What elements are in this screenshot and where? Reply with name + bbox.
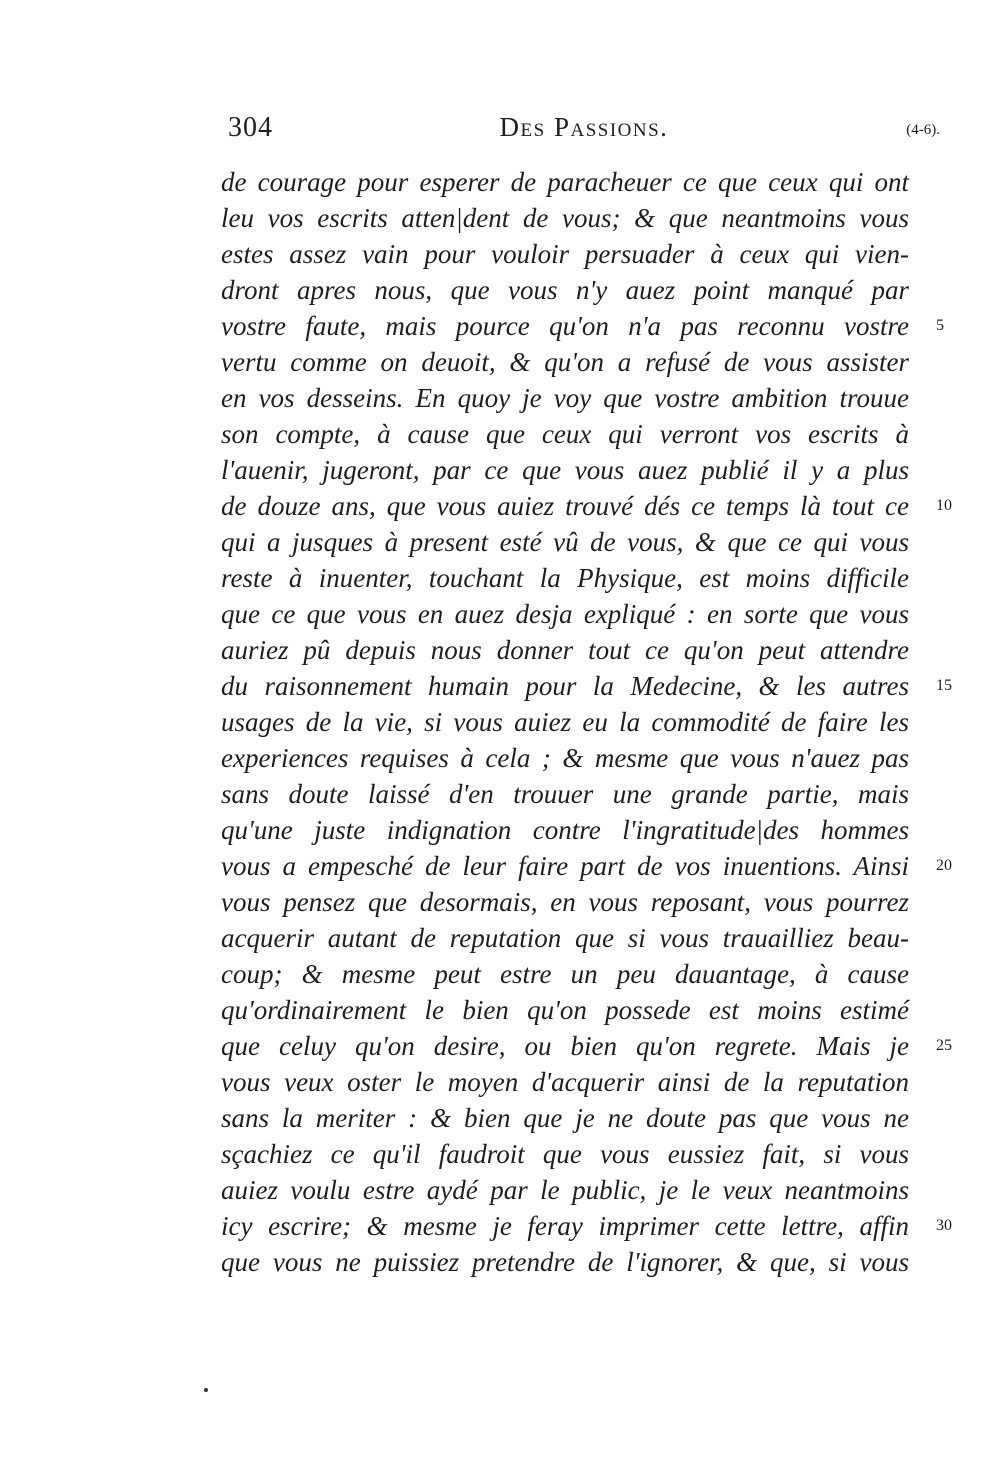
- text-line: qu'ordinairement le bien qu'on possede est moins estimé: [221, 995, 909, 1025]
- text-line: coup; & mesme peut estre un peu dauantage, à cause: [221, 959, 909, 989]
- text-line: usages de la vie, si vous auiez eu la commodité de faire les: [221, 707, 909, 737]
- text-line: de courage pour esperer de paracheuer ce que ceux qui ont: [221, 167, 909, 197]
- text-line: qui a jusques à present esté vû de vous, & que ce qui vous: [221, 527, 909, 557]
- text-line: estes assez vain pour vouloir persuader à ceux qui vien-: [221, 239, 909, 269]
- text-line: auiez voulu estre aydé par le public, je le veux neantmoins: [221, 1175, 909, 1205]
- text-line: auriez pû depuis nous donner tout ce qu'on peut attendre: [221, 635, 909, 665]
- text-line: sans doute laissé d'en trouuer une grande partie, mais: [221, 779, 909, 809]
- text-line: vous pensez que desormais, en vous reposant, vous pourrez: [221, 887, 909, 917]
- text-line: du raisonnement humain pour la Medecine, & les autres: [221, 671, 909, 701]
- text-line: reste à inuenter, touchant la Physique, est moins difficile: [221, 563, 909, 593]
- line-number: 5: [936, 317, 944, 334]
- line-number: 25: [936, 1037, 952, 1054]
- text-line: dront apres nous, que vous n'y auez point manqué par: [221, 275, 909, 305]
- text-line: l'auenir, jugeront, par ce que vous auez publié il y a plus: [221, 455, 909, 485]
- text-line: de douze ans, que vous auiez trouvé dés ce temps là tout ce: [221, 491, 909, 521]
- line-number: 30: [936, 1217, 952, 1234]
- text-line: que celuy qu'on desire, ou bien qu'on regrete. Mais je: [221, 1031, 909, 1061]
- line-number: 20: [936, 857, 952, 874]
- running-head: Des Passions.: [499, 112, 669, 142]
- page-number: 304: [228, 112, 273, 143]
- line-number: 10: [936, 497, 952, 514]
- text-line: en vos desseins. En quoy je voy que vostre ambition trouue: [221, 383, 909, 413]
- text-line: vertu comme on deuoit, & qu'on a refusé de vous assister: [221, 347, 909, 377]
- text-line: son compte, à cause que ceux qui verront vos escrits à: [221, 419, 909, 449]
- text-line: acquerir autant de reputation que si vous trauailliez beau-: [221, 923, 909, 953]
- text-line: sçachiez ce qu'il faudroit que vous eussiez fait, si vous: [221, 1139, 909, 1169]
- text-line: sans la meriter : & bien que je ne doute pas que vous ne: [221, 1103, 909, 1133]
- ink-speck: [204, 1388, 208, 1392]
- text-line: leu vos escrits atten|dent de vous; & que neantmoins vous: [221, 203, 909, 233]
- text-line: vostre faute, mais pource qu'on n'a pas reconnu vostre: [221, 311, 909, 341]
- text-line: icy escrire; & mesme je feray imprimer cette lettre, affin: [221, 1211, 909, 1241]
- line-number: 15: [936, 677, 952, 694]
- text-line: vous veux oster le moyen d'acquerir ainsi de la reputation: [221, 1067, 909, 1097]
- text-line: que ce que vous en auez desja expliqué : en sorte que vous: [221, 599, 909, 629]
- text-line: que vous ne puissiez pretendre de l'ignorer, & que, si vous: [221, 1247, 909, 1277]
- text-line: experiences requises à cela ; & mesme que vous n'auez pas: [221, 743, 909, 773]
- text-line: vous a empesché de leur faire part de vos inuentions. Ainsi: [221, 851, 909, 881]
- text-line: qu'une juste indignation contre l'ingratitude|des hommes: [221, 815, 909, 845]
- section-reference: (4-6).: [906, 122, 940, 138]
